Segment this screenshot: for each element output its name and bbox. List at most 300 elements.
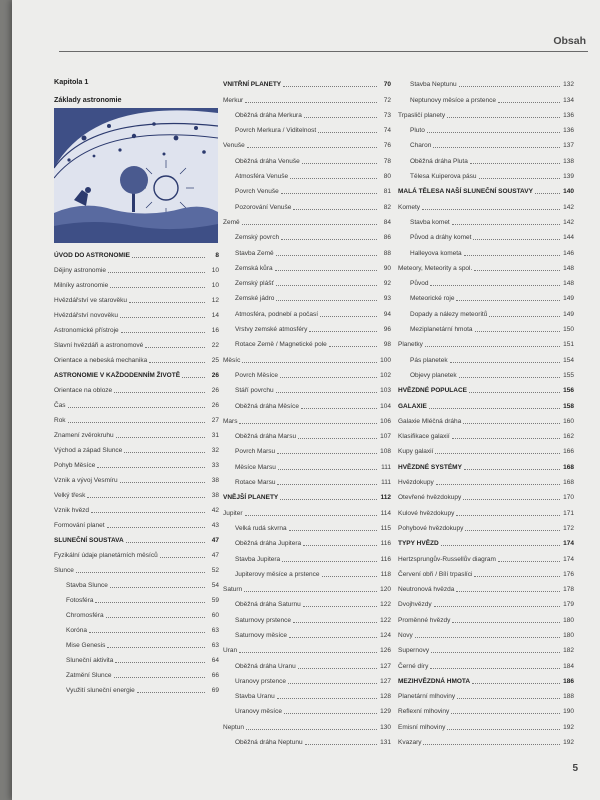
- toc-entry-label: Vznik a vývoj Vesmíru: [54, 477, 118, 484]
- toc-entry-label: Oběžná dráha Saturnu: [235, 601, 301, 609]
- toc-entry-label: Tělesa Kuiperova pásu: [410, 173, 477, 181]
- dot-leader: [456, 514, 560, 516]
- document-page: [12, 0, 600, 800]
- toc-entry-page: 114: [380, 509, 391, 517]
- dot-leader: [246, 728, 377, 730]
- toc-entry-page: 64: [211, 657, 219, 664]
- dot-leader: [489, 315, 560, 317]
- toc-entry-page: 111: [381, 463, 391, 471]
- toc-entry-page: 80: [383, 173, 391, 181]
- toc-entry: [223, 487, 391, 502]
- toc-entry-label: Emisní mlhoviny: [398, 723, 446, 731]
- toc-entry-label: Slunce: [54, 567, 74, 574]
- dot-leader: [242, 223, 377, 225]
- dot-leader: [68, 421, 205, 423]
- toc-entry-page: 139: [563, 173, 574, 181]
- toc-entry: [398, 120, 574, 135]
- toc-entry: [223, 609, 391, 624]
- toc-entry-label: Hvězdářství ve starověku: [54, 297, 127, 304]
- dot-leader: [247, 146, 377, 148]
- toc-entry: [223, 655, 391, 670]
- dot-leader: [126, 541, 205, 543]
- toc-entry-page: 168: [563, 463, 574, 471]
- toc-entry-page: 162: [563, 433, 574, 441]
- dot-leader: [305, 743, 377, 745]
- dot-leader: [182, 376, 205, 378]
- dot-leader: [469, 391, 560, 393]
- dot-leader: [498, 560, 560, 562]
- dot-leader: [450, 361, 560, 363]
- toc-entry: [54, 605, 219, 620]
- toc-entry: [223, 212, 391, 227]
- toc-entry-page: 47: [211, 537, 219, 544]
- toc-entry-label: Jupiterovy měsíce a prstence: [235, 570, 320, 578]
- toc-entry-label: Mise Genesis: [66, 642, 106, 649]
- toc-entry-label: Atmosféra, podnebí a počasí: [235, 310, 319, 318]
- toc-entry-page: 107: [380, 433, 391, 441]
- toc-entry-label: Hertzsprungův-Russellův diagram: [398, 555, 496, 563]
- dot-leader: [435, 452, 560, 454]
- toc-entry-page: 136: [563, 127, 574, 135]
- toc-entry-page: 149: [563, 295, 574, 303]
- toc-entry: [398, 502, 574, 517]
- dot-leader: [282, 560, 377, 562]
- dot-leader: [280, 498, 377, 500]
- dot-leader: [239, 422, 377, 424]
- toc-entry-page: 127: [380, 662, 391, 670]
- toc-entry-label: HVĚZDNÉ POPULACE: [398, 387, 467, 395]
- toc-entry: [223, 548, 391, 563]
- toc-entry-label: Stavba komet: [410, 218, 450, 226]
- dot-leader: [244, 590, 377, 592]
- toc-entry-page: 116: [380, 555, 391, 563]
- toc-entry: [223, 89, 391, 104]
- dot-leader: [107, 646, 205, 648]
- toc-entry-label: Kupy galaxií: [398, 448, 434, 456]
- toc-entry-label: Neutronová hvězda: [398, 586, 455, 594]
- toc-entry-page: 136: [563, 111, 574, 119]
- header-rule: [59, 51, 588, 52]
- dot-leader: [277, 452, 377, 454]
- toc-entry-page: 124: [380, 631, 391, 639]
- toc-entry-page: 142: [563, 203, 574, 211]
- toc-entry-label: Velká rudá skvrna: [235, 524, 287, 532]
- toc-entry-label: Sluneční aktivita: [66, 657, 114, 664]
- toc-entry: [398, 227, 574, 242]
- toc-entry-label: ASTRONOMIE V KAŽDODENNÍM ŽIVOTĚ: [54, 372, 181, 379]
- toc-entry-label: Povrch Marsu: [235, 448, 276, 456]
- toc-entry-label: Milníky astronomie: [54, 282, 109, 289]
- dot-leader: [284, 712, 377, 714]
- toc-entry: [54, 320, 219, 335]
- toc-entry-label: Kvazary: [398, 739, 422, 747]
- toc-entry: [398, 441, 574, 456]
- toc-entry: [223, 518, 391, 533]
- toc-entry: [398, 609, 574, 624]
- dot-leader: [114, 391, 205, 393]
- toc-entry: [398, 472, 574, 487]
- toc-entry-page: 98: [383, 341, 391, 349]
- toc-entry: [223, 564, 391, 579]
- toc-entry-page: 69: [211, 687, 219, 694]
- toc-entry-label: Východ a západ Slunce: [54, 447, 123, 454]
- dot-leader: [320, 315, 377, 317]
- toc-entry-page: 26: [211, 387, 219, 394]
- toc-entry-label: Proměnné hvězdy: [398, 616, 451, 624]
- toc-entry: [223, 640, 391, 655]
- toc-entry-page: 86: [383, 234, 391, 242]
- toc-entry-page: 180: [563, 631, 574, 639]
- toc-entry-page: 176: [563, 570, 574, 578]
- toc-entry: [223, 166, 391, 181]
- toc-entry: [398, 334, 574, 349]
- toc-entry-label: Kulové hvězdokupy: [398, 509, 455, 517]
- toc-entry-label: Původ: [410, 280, 429, 288]
- dot-leader: [474, 269, 560, 271]
- toc-entry-label: Saturnovy prstence: [235, 616, 292, 624]
- toc-entry-page: 82: [383, 203, 391, 211]
- toc-entry: [54, 395, 219, 410]
- toc-entry-page: 182: [563, 647, 574, 655]
- toc-entry-label: Uranovy měsíce: [235, 708, 282, 716]
- toc-entry: [54, 365, 219, 380]
- toc-entry-page: 115: [380, 524, 391, 532]
- dot-leader: [470, 162, 560, 164]
- toc-entry: [223, 135, 391, 150]
- toc-entry: [398, 487, 574, 502]
- toc-entry-label: Trpasličí planety: [398, 111, 446, 119]
- dot-leader: [465, 529, 560, 531]
- toc-entry: [398, 533, 574, 548]
- toc-entry: [398, 288, 574, 303]
- toc-entry: [54, 380, 219, 395]
- toc-entry-page: 140: [563, 188, 574, 196]
- toc-entry-label: Hvězdokupy: [398, 479, 434, 487]
- toc-entry-label: Povrch Venuše: [235, 188, 279, 196]
- toc-entry-label: Planetární mlhoviny: [398, 693, 456, 701]
- toc-entry-label: Zatmění Slunce: [66, 672, 112, 679]
- toc-entry: [398, 701, 574, 716]
- toc-entry: [223, 594, 391, 609]
- dot-leader: [298, 667, 377, 669]
- toc-entry: [398, 716, 574, 731]
- toc-entry-page: 146: [563, 249, 574, 257]
- toc-entry: [398, 89, 574, 104]
- dot-leader: [429, 407, 560, 409]
- toc-entry: [398, 212, 574, 227]
- toc-entry-page: 27: [211, 417, 219, 424]
- dot-leader: [276, 254, 377, 256]
- dot-leader: [107, 526, 205, 528]
- dot-leader: [276, 299, 377, 301]
- dot-leader: [120, 481, 205, 483]
- dot-leader: [433, 146, 560, 148]
- toc-entry-page: 172: [563, 524, 574, 532]
- toc-entry-label: Orientace na obloze: [54, 387, 113, 394]
- toc-entry-label: Rotace Země / Magnetické pole: [235, 341, 327, 349]
- toc-entry-label: Atmosféra Venuše: [235, 173, 289, 181]
- toc-entry-page: 25: [211, 357, 219, 364]
- toc-entry: [223, 319, 391, 334]
- toc-entry: [398, 640, 574, 655]
- dot-leader: [245, 514, 377, 516]
- toc-entry-label: Stavba Země: [235, 249, 274, 257]
- toc-entry-label: Venuše: [223, 142, 245, 150]
- toc-entry-page: 192: [563, 739, 574, 747]
- dot-leader: [68, 406, 205, 408]
- toc-entry: [54, 545, 219, 560]
- chapter-label: Kapitola 1: [54, 77, 89, 86]
- toc-entry-page: 138: [563, 157, 574, 165]
- toc-entry-label: Meteory, Meteority a spol.: [398, 264, 473, 272]
- toc-entry-page: 127: [380, 677, 391, 685]
- toc-entry: [223, 701, 391, 716]
- dot-leader: [278, 468, 377, 470]
- toc-entry-page: 132: [563, 81, 574, 89]
- toc-entry: [54, 305, 219, 320]
- dot-leader: [301, 407, 377, 409]
- dot-leader: [108, 271, 205, 273]
- toc-entry-page: 108: [380, 448, 391, 456]
- dot-leader: [280, 376, 377, 378]
- toc-entry: [398, 196, 574, 211]
- toc-entry-label: Orientace a nebeská mechanika: [54, 357, 148, 364]
- toc-entry-page: 93: [383, 295, 391, 303]
- toc-entry-page: 26: [211, 372, 219, 379]
- toc-entry-page: 38: [211, 477, 219, 484]
- dot-leader: [456, 590, 560, 592]
- toc-entry-label: Komety: [398, 203, 421, 211]
- dot-leader: [289, 529, 377, 531]
- toc-entry-page: 155: [563, 371, 574, 379]
- toc-entry-page: 186: [563, 677, 574, 685]
- toc-entry-label: Astronomické přístroje: [54, 327, 119, 334]
- dot-leader: [303, 605, 377, 607]
- toc-entry: [398, 564, 574, 579]
- toc-entry-page: 156: [563, 387, 574, 395]
- toc-entry-label: Vznik hvězd: [54, 507, 90, 514]
- toc-entry-label: Saturn: [223, 586, 243, 594]
- dot-leader: [475, 330, 560, 332]
- toc-entry-label: Povrch Měsíce: [235, 371, 278, 379]
- dot-leader: [425, 345, 560, 347]
- toc-entry-label: Meziplanetární hmota: [410, 326, 473, 334]
- toc-entry-label: Pluto: [410, 127, 425, 135]
- toc-entry-label: Dopady a nálezy meteoritů: [410, 310, 488, 318]
- toc-entry-label: Využití sluneční energie: [66, 687, 135, 694]
- toc-entry-page: 26: [211, 402, 219, 409]
- toc-entry-page: 10: [211, 282, 219, 289]
- toc-entry-label: Halleyova kometa: [410, 249, 462, 257]
- toc-entry-page: 104: [380, 402, 391, 410]
- toc-entry-page: 43: [211, 522, 219, 529]
- toc-entry-page: 90: [383, 264, 391, 272]
- toc-entry: [398, 380, 574, 395]
- toc-entry: [398, 518, 574, 533]
- toc-entry: [398, 456, 574, 471]
- toc-entry-page: 120: [380, 586, 391, 594]
- toc-entry-page: 188: [563, 693, 574, 701]
- toc-entry-label: Dějiny astronomie: [54, 267, 107, 274]
- toc-entry-label: Oběžná dráha Uranu: [235, 662, 296, 670]
- toc-entry-page: 31: [211, 432, 219, 439]
- toc-entry-page: 106: [380, 417, 391, 425]
- toc-entry-label: Oběžná dráha Venuše: [235, 157, 300, 165]
- toc-entry-page: 60: [211, 612, 219, 619]
- toc-entry: [398, 181, 574, 196]
- toc-entry-label: Zemské jádro: [235, 295, 275, 303]
- toc-entry-label: Povrch Merkura / Viditelnost: [235, 127, 317, 135]
- toc-entry-page: 100: [380, 356, 391, 364]
- dot-leader: [434, 605, 560, 607]
- dot-leader: [473, 238, 560, 240]
- toc-entry-label: Charon: [410, 142, 432, 150]
- dot-leader: [288, 682, 377, 684]
- toc-entry: [223, 349, 391, 364]
- toc-entry-page: 94: [383, 310, 391, 318]
- toc-entry-page: 122: [380, 616, 391, 624]
- toc-entry-page: 70: [383, 81, 391, 89]
- page-number: 5: [572, 763, 578, 774]
- toc-entry-page: 32: [211, 447, 219, 454]
- dot-leader: [302, 162, 377, 164]
- toc-entry: [398, 242, 574, 257]
- toc-entry-label: Novy: [398, 631, 413, 639]
- toc-entry-label: Koróna: [66, 627, 87, 634]
- toc-entry-page: 178: [563, 586, 574, 594]
- toc-entry: [54, 455, 219, 470]
- toc-entry: [223, 303, 391, 318]
- dot-leader: [106, 616, 205, 618]
- toc-entry-label: Objevy planetek: [410, 371, 457, 379]
- toc-entry: [398, 135, 574, 150]
- toc-entry-page: 190: [563, 708, 574, 716]
- toc-entry-page: 92: [383, 280, 391, 288]
- toc-entry: [223, 441, 391, 456]
- toc-entry-label: Oběžná dráha Jupitera: [235, 540, 302, 548]
- toc-entry: [54, 335, 219, 350]
- toc-entry-label: Oběžná dráha Marsu: [235, 433, 297, 441]
- toc-entry-page: 137: [563, 142, 574, 150]
- toc-entry-label: Oběžná dráha Neptunu: [235, 739, 303, 747]
- toc-entry-label: Dvojhvězdy: [398, 601, 432, 609]
- toc-entry-page: 63: [211, 642, 219, 649]
- toc-entry-page: 63: [211, 627, 219, 634]
- toc-entry: [398, 365, 574, 380]
- toc-entry-label: Neptun: [223, 723, 244, 731]
- toc-entry: [54, 515, 219, 530]
- toc-entry: [54, 500, 219, 515]
- dot-leader: [281, 192, 377, 194]
- toc-entry-page: 154: [563, 356, 574, 364]
- toc-entry: [398, 426, 574, 441]
- dot-leader: [464, 468, 560, 470]
- toc-entry: [398, 579, 574, 594]
- toc-entry-label: Otevřené hvězdokupy: [398, 494, 462, 502]
- toc-entry-label: VNĚJŠÍ PLANETY: [223, 494, 279, 502]
- toc-entry-label: Fotosféra: [66, 597, 94, 604]
- dot-leader: [245, 101, 377, 103]
- dot-leader: [290, 177, 377, 179]
- toc-entry-label: Uran: [223, 647, 238, 655]
- toc-entry-page: 78: [383, 157, 391, 165]
- toc-entry: [223, 732, 391, 747]
- toc-entry: [54, 680, 219, 695]
- dot-leader: [275, 269, 377, 271]
- toc-entry-label: Oběžná dráha Merkura: [235, 111, 302, 119]
- dot-leader: [124, 451, 205, 453]
- dot-leader: [137, 691, 205, 693]
- toc-entry-label: Oběžná dráha Měsíce: [235, 402, 299, 410]
- toc-entry: [54, 590, 219, 605]
- dot-leader: [427, 131, 560, 133]
- dot-leader: [281, 238, 377, 240]
- toc-entry: [398, 548, 574, 563]
- toc-entry-label: Pohyb Měsíce: [54, 462, 96, 469]
- toc-entry-page: 122: [380, 601, 391, 609]
- toc-entry: [398, 349, 574, 364]
- toc-entry: [223, 686, 391, 701]
- dot-leader: [309, 330, 377, 332]
- toc-entry: [398, 258, 574, 273]
- toc-entry-label: MEZIHVĚZDNÁ HMOTA: [398, 677, 471, 685]
- dot-leader: [329, 345, 377, 347]
- toc-entry-label: Reflexní mlhoviny: [398, 708, 450, 716]
- dot-leader: [303, 544, 377, 546]
- toc-entry-page: 130: [380, 723, 391, 731]
- toc-entry-page: 174: [563, 540, 574, 548]
- toc-entry-page: 73: [383, 111, 391, 119]
- toc-entry-label: Jupiter: [223, 509, 243, 517]
- toc-entry: [398, 273, 574, 288]
- toc-entry: [223, 288, 391, 303]
- toc-entry-page: 170: [563, 494, 574, 502]
- toc-entry-page: 59: [211, 597, 219, 604]
- dot-leader: [160, 556, 205, 558]
- toc-entry-page: 54: [211, 582, 219, 589]
- dot-leader: [289, 636, 377, 638]
- dot-leader: [283, 85, 377, 87]
- toc-entry-label: Merkur: [223, 96, 244, 104]
- dot-leader: [318, 131, 377, 133]
- toc-entry-label: HVĚZDNÉ SYSTÉMY: [398, 463, 462, 471]
- toc-entry-page: 142: [563, 218, 574, 226]
- toc-entry-label: Oběžná dráha Pluta: [410, 157, 468, 165]
- dot-leader: [121, 331, 205, 333]
- dot-leader: [535, 192, 560, 194]
- dot-leader: [115, 661, 205, 663]
- toc-entry: [223, 74, 391, 89]
- toc-entry-page: 103: [380, 387, 391, 395]
- toc-entry-label: Klasifikace galaxií: [398, 433, 450, 441]
- toc-entry: [223, 579, 391, 594]
- header-title: Obsah: [553, 35, 586, 47]
- toc-entry: [223, 411, 391, 426]
- toc-entry: [223, 456, 391, 471]
- toc-entry-page: 118: [380, 570, 391, 578]
- toc-entry-page: 179: [563, 601, 574, 609]
- dot-leader: [129, 301, 205, 303]
- toc-entry: [54, 410, 219, 425]
- dot-leader: [452, 223, 560, 225]
- toc-entry-page: 102: [380, 371, 391, 379]
- toc-entry-page: 171: [563, 509, 574, 517]
- toc-entry-page: 151: [563, 341, 574, 349]
- toc-entry: [223, 227, 391, 242]
- toc-entry: [398, 74, 574, 89]
- toc-entry-label: Meteorické roje: [410, 295, 455, 303]
- toc-entry: [54, 470, 219, 485]
